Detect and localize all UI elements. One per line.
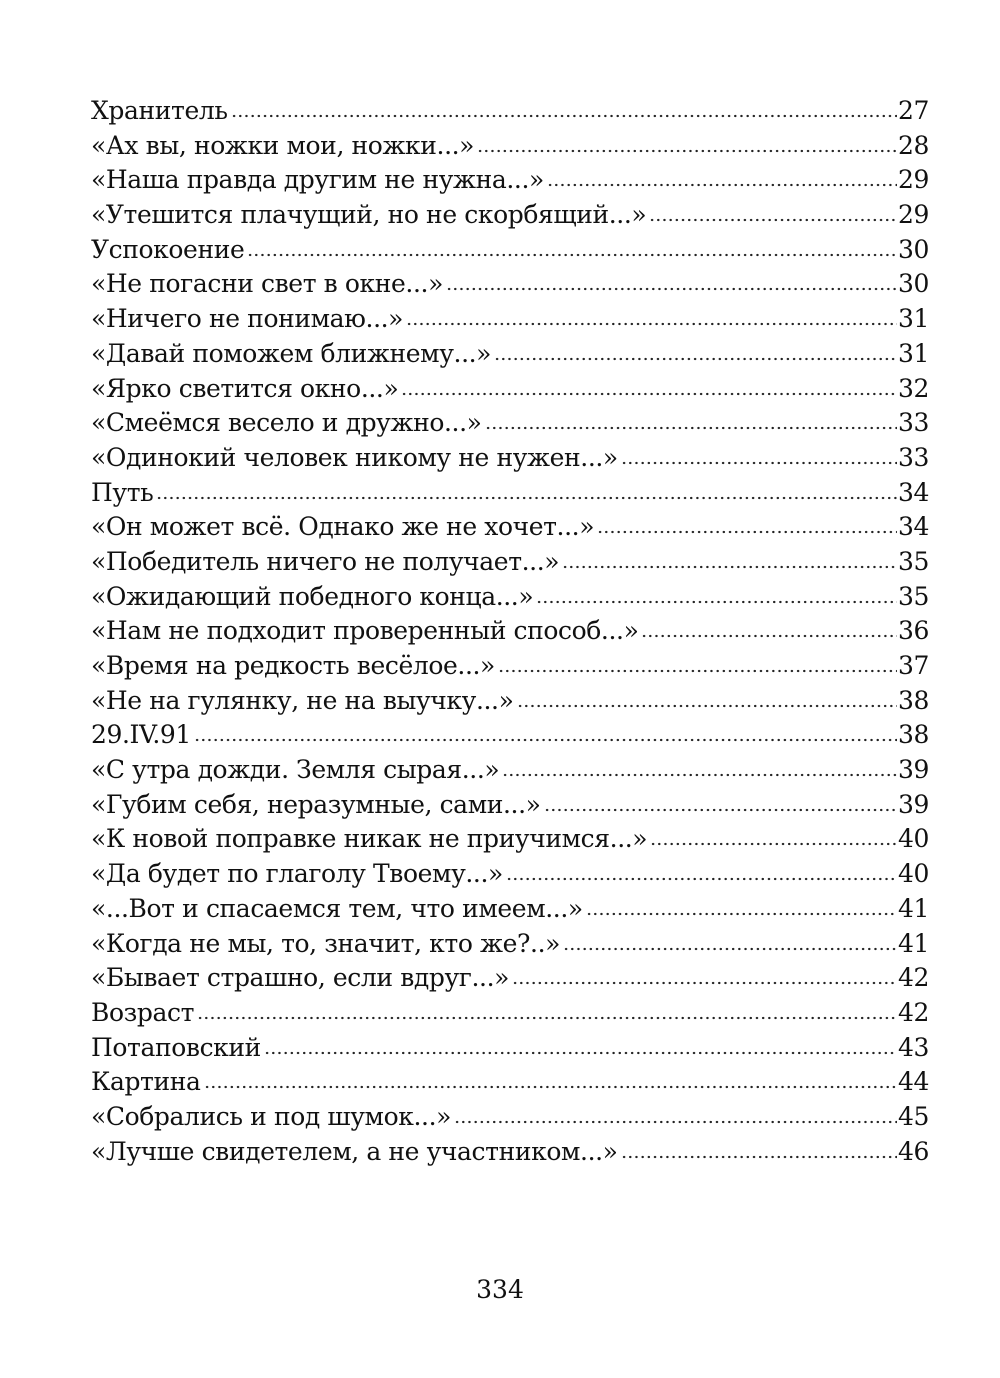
dot-leader [650, 842, 897, 846]
toc-entry-title: «С утра дожди. Земля сырая...» [91, 755, 500, 785]
table-of-contents [91, 94, 929, 1169]
toc-entry [91, 233, 929, 268]
toc-entry-title: «Ах вы, ножки мои, ножки...» [91, 130, 475, 160]
dot-leader [194, 738, 897, 742]
toc-entry-title: «Собрались и под шумок...» [91, 1101, 452, 1131]
toc-entry-page-number: 32 [897, 373, 929, 403]
toc-entry [91, 372, 929, 407]
toc-entry [91, 406, 929, 441]
toc-entry-page-number: 43 [897, 1032, 929, 1062]
toc-entry-title: «Ярко светится окно...» [91, 373, 399, 403]
toc-entry-title: «Давай поможем ближнему...» [91, 338, 492, 368]
toc-entry-title: «Когда не мы, то, значит, кто же?..» [91, 928, 561, 958]
dot-leader [597, 530, 897, 534]
toc-entry [91, 927, 929, 962]
toc-entry-page-number: 33 [897, 442, 929, 472]
toc-entry-page-number: 39 [897, 789, 929, 819]
toc-entry-page-number: 39 [897, 755, 929, 785]
toc-entry [91, 649, 929, 684]
toc-entry-page-number: 38 [897, 685, 929, 715]
dot-leader [264, 1051, 897, 1055]
toc-entry [91, 822, 929, 857]
dot-leader [502, 773, 897, 777]
toc-entry [91, 1031, 929, 1066]
toc-entry-page-number: 34 [897, 512, 929, 542]
toc-entry-title: «Смеёмся весело и дружно...» [91, 408, 482, 438]
toc-entry-page-number: 35 [897, 546, 929, 576]
toc-entry [91, 892, 929, 927]
toc-entry [91, 267, 929, 302]
toc-entry-title: «Наша правда другим не нужна...» [91, 165, 544, 195]
dot-leader [641, 634, 897, 638]
toc-entry-title: «...Вот и спасаемся тем, что имеем...» [91, 893, 583, 923]
dot-leader [563, 947, 897, 951]
toc-entry-title: «Ожидающий победного конца...» [91, 581, 534, 611]
dot-leader [401, 392, 897, 396]
toc-entry-title: «Нам не подходит проверенный способ...» [91, 616, 639, 646]
toc-entry-title: «Ничего не понимаю...» [91, 304, 404, 334]
dot-leader [485, 426, 897, 430]
toc-entry-title: «Бывает страшно, если вдруг...» [91, 963, 510, 993]
toc-entry [91, 684, 929, 719]
dot-leader [446, 287, 897, 291]
toc-entry-page-number: 42 [897, 963, 929, 993]
toc-entry [91, 94, 929, 129]
toc-entry-page-number: 35 [897, 581, 929, 611]
dot-leader [649, 218, 897, 222]
dot-leader [536, 600, 897, 604]
toc-entry [91, 510, 929, 545]
toc-entry-title: Возраст [91, 997, 194, 1027]
toc-entry-title: «К новой поправке никак не приучимся...» [91, 824, 648, 854]
toc-entry [91, 129, 929, 164]
toc-entry-page-number: 27 [897, 96, 929, 125]
toc-entry-title: «Он может всё. Однако же не хочет...» [91, 512, 595, 542]
dot-leader [156, 496, 897, 500]
toc-entry-page-number: 40 [897, 859, 929, 889]
toc-entry [91, 857, 929, 892]
dot-leader [247, 253, 897, 257]
dot-leader [231, 114, 897, 118]
toc-entry-title: «Не на гулянку, не на выучку...» [91, 685, 514, 715]
toc-entry [91, 302, 929, 337]
toc-entry-page-number: 30 [897, 269, 929, 299]
toc-entry [91, 337, 929, 372]
dot-leader [454, 1120, 897, 1124]
toc-entry [91, 545, 929, 580]
dot-leader [621, 461, 897, 465]
dot-leader [494, 357, 897, 361]
toc-entry-page-number: 29 [897, 200, 929, 230]
dot-leader [517, 704, 897, 708]
toc-entry [91, 580, 929, 615]
dot-leader [498, 669, 897, 673]
toc-entry-title: «Победитель ничего не получает...» [91, 546, 560, 576]
dot-leader [547, 183, 897, 187]
dot-leader [512, 981, 897, 985]
toc-entry-page-number: 44 [897, 1067, 929, 1097]
dot-leader [406, 322, 897, 326]
dot-leader [506, 877, 897, 881]
toc-entry [91, 753, 929, 788]
toc-entry-title: «Лучше свидетелем, а не участником...» [91, 1136, 618, 1166]
toc-entry-page-number: 33 [897, 408, 929, 438]
toc-entry-title: Потаповский [91, 1032, 261, 1062]
toc-entry-page-number: 38 [897, 720, 929, 750]
toc-entry-title: «Одинокий человек никому не нужен...» [91, 442, 618, 472]
toc-entry-page-number: 41 [897, 928, 929, 958]
toc-entry [91, 1100, 929, 1135]
toc-entry [91, 996, 929, 1031]
page-number: 334 [476, 1275, 524, 1304]
dot-leader [621, 1155, 897, 1159]
dot-leader [544, 808, 897, 812]
toc-entry-title: «Да будет по глаголу Твоему...» [91, 859, 503, 889]
dot-leader [197, 1016, 897, 1020]
toc-entry [91, 614, 929, 649]
dot-leader [204, 1085, 897, 1089]
toc-entry [91, 788, 929, 823]
toc-entry-page-number: 45 [897, 1101, 929, 1131]
toc-entry [91, 198, 929, 233]
toc-entry-title: «Губим себя, неразумные, сами...» [91, 789, 541, 819]
toc-entry-title: Хранитель [91, 96, 228, 125]
toc-entry-page-number: 41 [897, 893, 929, 923]
toc-entry-title: Картина [91, 1067, 201, 1097]
toc-entry-page-number: 37 [897, 651, 929, 680]
toc-entry [91, 441, 929, 476]
toc-entry-title: Путь [91, 477, 154, 507]
toc-entry [91, 961, 929, 996]
toc-entry-page-number: 46 [897, 1136, 929, 1166]
toc-entry-title: 29.IV.91 [91, 720, 191, 750]
toc-entry-page-number: 36 [897, 616, 929, 646]
toc-entry-title: «Не погасни свет в окне...» [91, 269, 443, 299]
toc-entry [91, 1065, 929, 1100]
toc-entry [91, 476, 929, 511]
toc-entry-page-number: 34 [897, 477, 929, 507]
toc-entry-title: Успокоение [91, 234, 245, 264]
dot-leader [586, 912, 897, 916]
toc-entry [91, 1135, 929, 1170]
toc-entry-page-number: 30 [897, 234, 929, 264]
toc-entry [91, 163, 929, 198]
dot-leader [562, 565, 897, 569]
toc-entry-page-number: 42 [897, 997, 929, 1027]
toc-entry-title: «Время на редкость весёлое...» [91, 651, 495, 680]
toc-entry-title: «Утешится плачущий, но не скорбящий...» [91, 200, 647, 230]
toc-entry [91, 718, 929, 753]
toc-entry-page-number: 40 [897, 824, 929, 854]
toc-entry-page-number: 29 [897, 165, 929, 195]
dot-leader [477, 149, 897, 153]
toc-entry-page-number: 31 [897, 304, 929, 334]
toc-entry-page-number: 31 [897, 338, 929, 368]
toc-entry-page-number: 28 [897, 130, 929, 160]
